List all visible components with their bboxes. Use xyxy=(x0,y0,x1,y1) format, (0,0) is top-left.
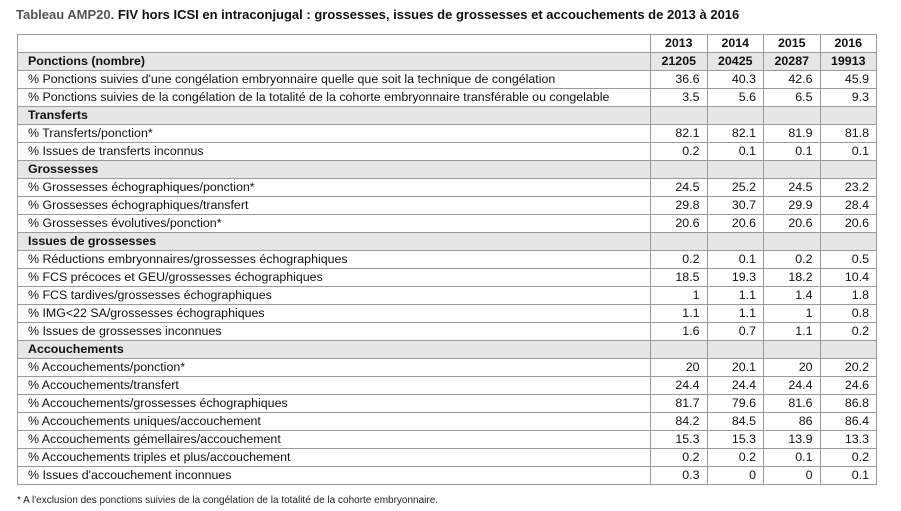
table-row xyxy=(18,251,877,269)
row-value-cell: 1 xyxy=(764,305,821,323)
row-value-cell: 20.6 xyxy=(764,215,821,233)
table-row xyxy=(18,467,877,485)
row-value-cell: 3.5 xyxy=(651,89,708,107)
table-row xyxy=(18,431,877,449)
row-value-cell: 5.6 xyxy=(707,89,764,107)
row-value-cell: 0.1 xyxy=(820,467,877,485)
row-value-cell: 0.1 xyxy=(707,251,764,269)
row-value-cell: 18.2 xyxy=(764,269,821,287)
row-value-cell: 20 xyxy=(651,359,708,377)
row-value-cell: 1 xyxy=(651,287,708,305)
row-value-cell: 13.9 xyxy=(764,431,821,449)
row-value-cell: 42.6 xyxy=(764,71,821,89)
row-value-cell: 24.5 xyxy=(651,179,708,197)
row-label: % Grossesses échographiques/ponction* xyxy=(18,179,651,197)
row-value-cell: 1.8 xyxy=(820,287,877,305)
row-value-cell: 1.1 xyxy=(707,305,764,323)
table-row xyxy=(18,197,877,215)
section-header-empty-cell xyxy=(764,341,821,359)
row-value-cell: 0.2 xyxy=(707,449,764,467)
row-value-cell: 15.3 xyxy=(651,431,708,449)
row-value-cell: 23.2 xyxy=(820,179,877,197)
year-header-cell: 2013 xyxy=(651,35,708,53)
row-value-cell: 0.1 xyxy=(820,143,877,161)
row-value-cell: 82.1 xyxy=(707,125,764,143)
ponctions-count-row xyxy=(18,53,877,71)
section-header-empty-cell xyxy=(820,341,877,359)
row-value-cell: 1.1 xyxy=(764,323,821,341)
row-value-cell: 79.6 xyxy=(707,395,764,413)
row-value-cell: 0.2 xyxy=(820,449,877,467)
row-value-cell: 0.5 xyxy=(820,251,877,269)
row-value-cell: 36.6 xyxy=(651,71,708,89)
row-label: % Grossesses évolutives/ponction* xyxy=(18,215,651,233)
row-value-cell: 20.6 xyxy=(707,215,764,233)
row-value-cell: 24.6 xyxy=(820,377,877,395)
table-row xyxy=(18,449,877,467)
row-label: % Issues d'accouchement inconnues xyxy=(18,467,651,485)
row-value-cell: 0.7 xyxy=(707,323,764,341)
row-value-cell: 20.6 xyxy=(651,215,708,233)
row-value-cell: 45.9 xyxy=(820,71,877,89)
section-header-empty-cell xyxy=(651,341,708,359)
table-row xyxy=(18,125,877,143)
section-header-label: Grossesses xyxy=(18,161,651,179)
row-value-cell: 0 xyxy=(707,467,764,485)
row-value-cell: 0.2 xyxy=(820,323,877,341)
section-header-row xyxy=(18,233,877,251)
row-value-cell: 0.2 xyxy=(651,251,708,269)
row-label: % FCS précoces et GEU/grossesses échographiques xyxy=(18,269,651,287)
row-value-cell: 9.3 xyxy=(820,89,877,107)
year-header-cell: 2014 xyxy=(707,35,764,53)
row-value-cell: 20.6 xyxy=(820,215,877,233)
row-value-cell: 81.8 xyxy=(820,125,877,143)
row-label: % Ponctions suivies de la congélation de la totalité de la cohorte embryonnaire transférable ou congelable xyxy=(18,89,651,107)
row-value-cell: 0.2 xyxy=(651,449,708,467)
row-value-cell: 29.8 xyxy=(651,197,708,215)
row-label: % Issues de grossesses inconnues xyxy=(18,323,651,341)
row-label: % Accouchements uniques/accouchement xyxy=(18,413,651,431)
table-row xyxy=(18,305,877,323)
section-header-label: Accouchements xyxy=(18,341,651,359)
row-value-cell: 0.1 xyxy=(764,449,821,467)
row-label: % Ponctions suivies d'une congélation embryonnaire quelle que soit la technique de congélation xyxy=(18,71,651,89)
row-value-cell: 0.3 xyxy=(651,467,708,485)
section-header-empty-cell xyxy=(820,233,877,251)
table-row xyxy=(18,377,877,395)
table-row xyxy=(18,71,877,89)
row-value-cell: 24.4 xyxy=(707,377,764,395)
statistics-table xyxy=(17,34,877,485)
row-value-cell: 0.1 xyxy=(707,143,764,161)
year-header-row xyxy=(18,35,877,53)
footnote: * A l'exclusion des ponctions suivies de la congélation de la totalité de la cohorte embryonnaire. xyxy=(17,495,439,506)
section-header-empty-cell xyxy=(651,161,708,179)
row-value-cell: 40.3 xyxy=(707,71,764,89)
row-value-cell: 24.5 xyxy=(764,179,821,197)
table-body xyxy=(18,35,877,485)
row-label: % Accouchements/grossesses échographiques xyxy=(18,395,651,413)
row-value-cell: 20 xyxy=(764,359,821,377)
row-label: % Grossesses échographiques/transfert xyxy=(18,197,651,215)
section-header-empty-cell xyxy=(707,233,764,251)
year-header-cell: 2015 xyxy=(764,35,821,53)
row-value-cell: 0.2 xyxy=(651,143,708,161)
row-label: % Accouchements gémellaires/accouchement xyxy=(18,431,651,449)
table-row xyxy=(18,269,877,287)
section-header-empty-cell xyxy=(651,233,708,251)
section-header-row xyxy=(18,107,877,125)
section-header-row xyxy=(18,341,877,359)
row-value-cell: 13.3 xyxy=(820,431,877,449)
table-row xyxy=(18,413,877,431)
row-value-cell: 81.6 xyxy=(764,395,821,413)
ponctions-count-value: 20425 xyxy=(707,53,764,71)
row-value-cell: 25.2 xyxy=(707,179,764,197)
row-value-cell: 15.3 xyxy=(707,431,764,449)
row-value-cell: 84.5 xyxy=(707,413,764,431)
row-value-cell: 0.1 xyxy=(764,143,821,161)
section-header-label: Issues de grossesses xyxy=(18,233,651,251)
row-value-cell: 20.1 xyxy=(707,359,764,377)
table-row xyxy=(18,395,877,413)
ponctions-count-value: 19913 xyxy=(820,53,877,71)
row-label: % Accouchements triples et plus/accouchement xyxy=(18,449,651,467)
section-header-empty-cell xyxy=(764,233,821,251)
table-row xyxy=(18,287,877,305)
table-code: Tableau AMP20. xyxy=(16,7,115,22)
table-row xyxy=(18,323,877,341)
section-header-empty-cell xyxy=(820,161,877,179)
section-header-label: Transferts xyxy=(18,107,651,125)
section-header-empty-cell xyxy=(764,107,821,125)
row-value-cell: 81.7 xyxy=(651,395,708,413)
row-value-cell: 1.4 xyxy=(764,287,821,305)
row-value-cell: 29.9 xyxy=(764,197,821,215)
row-value-cell: 81.9 xyxy=(764,125,821,143)
table-row xyxy=(18,359,877,377)
year-header-cell: 2016 xyxy=(820,35,877,53)
row-value-cell: 20.2 xyxy=(820,359,877,377)
ponctions-count-value: 21205 xyxy=(651,53,708,71)
section-header-empty-cell xyxy=(820,107,877,125)
row-label: % IMG<22 SA/grossesses échographiques xyxy=(18,305,651,323)
section-header-row xyxy=(18,161,877,179)
row-value-cell: 1.1 xyxy=(651,305,708,323)
row-value-cell: 6.5 xyxy=(764,89,821,107)
table-row xyxy=(18,89,877,107)
row-label: % FCS tardives/grossesses échographiques xyxy=(18,287,651,305)
section-header-empty-cell xyxy=(651,107,708,125)
ponctions-count-value: 20287 xyxy=(764,53,821,71)
row-value-cell: 86.4 xyxy=(820,413,877,431)
table-title xyxy=(16,7,739,22)
ponctions-count-label: Ponctions (nombre) xyxy=(18,53,651,71)
row-value-cell: 30.7 xyxy=(707,197,764,215)
table-row xyxy=(18,215,877,233)
row-value-cell: 10.4 xyxy=(820,269,877,287)
row-value-cell: 86 xyxy=(764,413,821,431)
section-header-empty-cell xyxy=(764,161,821,179)
row-value-cell: 0.8 xyxy=(820,305,877,323)
row-value-cell: 19.3 xyxy=(707,269,764,287)
section-header-empty-cell xyxy=(707,341,764,359)
row-value-cell: 0.2 xyxy=(764,251,821,269)
row-value-cell: 18.5 xyxy=(651,269,708,287)
section-header-empty-cell xyxy=(707,161,764,179)
row-label: % Accouchements/transfert xyxy=(18,377,651,395)
row-label: % Accouchements/ponction* xyxy=(18,359,651,377)
row-label: % Issues de transferts inconnus xyxy=(18,143,651,161)
row-value-cell: 24.4 xyxy=(651,377,708,395)
row-value-cell: 1.6 xyxy=(651,323,708,341)
row-value-cell: 28.4 xyxy=(820,197,877,215)
row-value-cell: 24.4 xyxy=(764,377,821,395)
row-value-cell: 82.1 xyxy=(651,125,708,143)
table-title-text: FIV hors ICSI en intraconjugal : grossesses, issues de grossesses et accouchements de 2013 à 2016 xyxy=(114,7,740,22)
table-row xyxy=(18,143,877,161)
row-value-cell: 0 xyxy=(764,467,821,485)
table-row xyxy=(18,179,877,197)
section-header-empty-cell xyxy=(707,107,764,125)
row-value-cell: 86.8 xyxy=(820,395,877,413)
row-label: % Réductions embryonnaires/grossesses échographiques xyxy=(18,251,651,269)
row-value-cell: 1.1 xyxy=(707,287,764,305)
row-label: % Transferts/ponction* xyxy=(18,125,651,143)
row-value-cell: 84.2 xyxy=(651,413,708,431)
year-header-blank xyxy=(18,35,651,53)
